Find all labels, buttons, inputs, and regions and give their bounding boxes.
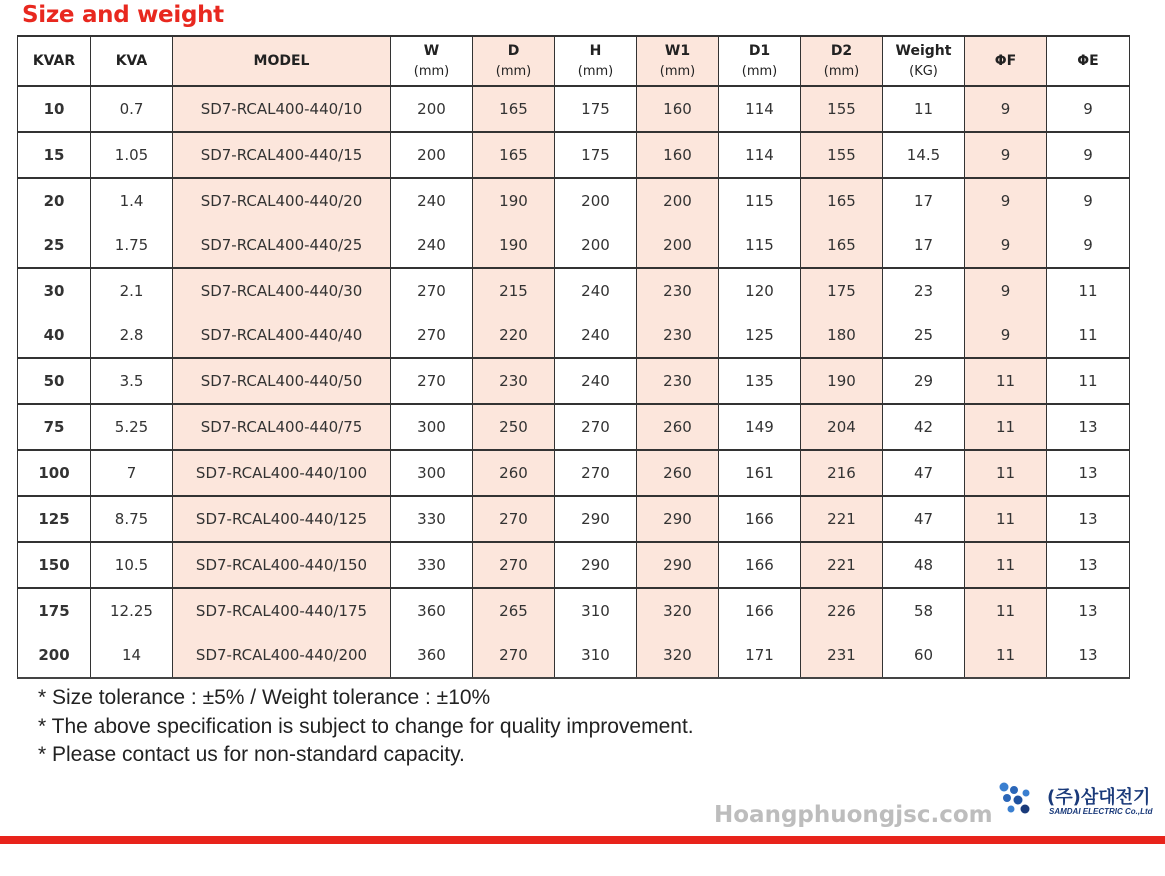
cell-kvar: 150 — [18, 542, 91, 588]
cell-weight: 47 — [883, 450, 965, 496]
cell-model: SD7-RCAL400-440/40 — [173, 313, 391, 358]
cell-w1: 260 — [637, 450, 719, 496]
cell-weight: 17 — [883, 178, 965, 223]
cell-d2: 221 — [801, 496, 883, 542]
cell-kvar: 50 — [18, 358, 91, 404]
table-row — [18, 450, 1130, 496]
cell-h: 240 — [555, 358, 637, 404]
company-logo — [998, 781, 1162, 821]
cell-model: SD7-RCAL400-440/25 — [173, 223, 391, 268]
cell-phi-e: 13 — [1047, 542, 1130, 588]
table-row — [18, 358, 1130, 404]
cell-d2: 165 — [801, 223, 883, 268]
logo-english-name: SAMDAI ELECTRIC Co.,Ltd — [1049, 807, 1153, 816]
header-kva: KVA — [91, 36, 173, 86]
cell-w: 200 — [391, 132, 473, 178]
cell-d2: 165 — [801, 178, 883, 223]
cell-d2: 204 — [801, 404, 883, 450]
cell-w1: 230 — [637, 268, 719, 313]
cell-d1: 120 — [719, 268, 801, 313]
cell-w1: 160 — [637, 132, 719, 178]
cell-kva: 8.75 — [91, 496, 173, 542]
cell-kva: 10.5 — [91, 542, 173, 588]
cell-phi-f: 9 — [965, 86, 1047, 132]
table-row — [18, 588, 1130, 633]
cell-d2: 190 — [801, 358, 883, 404]
cell-d2: 226 — [801, 588, 883, 633]
cell-d1: 161 — [719, 450, 801, 496]
cell-phi-f: 11 — [965, 358, 1047, 404]
cell-phi-f: 9 — [965, 313, 1047, 358]
cell-d1: 114 — [719, 132, 801, 178]
cell-phi-e: 13 — [1047, 450, 1130, 496]
cell-phi-e: 9 — [1047, 178, 1130, 223]
cell-w: 300 — [391, 404, 473, 450]
cell-w1: 320 — [637, 633, 719, 678]
cell-w1: 290 — [637, 496, 719, 542]
cell-kvar: 20 — [18, 178, 91, 223]
cell-w: 270 — [391, 268, 473, 313]
note-spec-change: * The above specification is subject to change for quality improvement. — [38, 714, 694, 738]
cell-w: 240 — [391, 178, 473, 223]
cell-phi-e: 9 — [1047, 223, 1130, 268]
cell-kvar: 10 — [18, 86, 91, 132]
cell-weight: 14.5 — [883, 132, 965, 178]
cell-h: 290 — [555, 542, 637, 588]
cell-h: 200 — [555, 178, 637, 223]
cell-d2: 231 — [801, 633, 883, 678]
cell-d: 260 — [473, 450, 555, 496]
cell-w1: 320 — [637, 588, 719, 633]
cell-d1: 166 — [719, 496, 801, 542]
cell-h: 175 — [555, 86, 637, 132]
cell-phi-e: 9 — [1047, 86, 1130, 132]
cell-w1: 230 — [637, 358, 719, 404]
cell-w1: 160 — [637, 86, 719, 132]
cell-phi-e: 13 — [1047, 404, 1130, 450]
cell-weight: 58 — [883, 588, 965, 633]
cell-d1: 135 — [719, 358, 801, 404]
cell-phi-f: 9 — [965, 132, 1047, 178]
cell-phi-f: 9 — [965, 223, 1047, 268]
cell-weight: 47 — [883, 496, 965, 542]
cell-kvar: 175 — [18, 588, 91, 633]
header-d1: D1 (mm) — [719, 36, 801, 86]
cell-d: 265 — [473, 588, 555, 633]
cell-d1: 115 — [719, 223, 801, 268]
table-row — [18, 132, 1130, 178]
cell-h: 240 — [555, 268, 637, 313]
cell-kvar: 100 — [18, 450, 91, 496]
cell-phi-f: 11 — [965, 588, 1047, 633]
cell-weight: 42 — [883, 404, 965, 450]
samdai-logo-icon — [998, 781, 1034, 817]
header-w1: W1 (mm) — [637, 36, 719, 86]
cell-d2: 175 — [801, 268, 883, 313]
cell-d1: 114 — [719, 86, 801, 132]
cell-model: SD7-RCAL400-440/175 — [173, 588, 391, 633]
cell-kva: 5.25 — [91, 404, 173, 450]
cell-phi-f: 11 — [965, 450, 1047, 496]
cell-phi-e: 13 — [1047, 588, 1130, 633]
cell-d1: 166 — [719, 542, 801, 588]
table-row — [18, 496, 1130, 542]
page-title: Size and weight — [22, 2, 224, 28]
logo-korean-name: (주)삼대전기 — [1047, 787, 1151, 808]
cell-d: 165 — [473, 86, 555, 132]
cell-d2: 216 — [801, 450, 883, 496]
cell-h: 240 — [555, 313, 637, 358]
cell-w1: 200 — [637, 178, 719, 223]
cell-phi-e: 13 — [1047, 633, 1130, 678]
cell-weight: 17 — [883, 223, 965, 268]
cell-weight: 11 — [883, 86, 965, 132]
cell-h: 310 — [555, 588, 637, 633]
cell-weight: 23 — [883, 268, 965, 313]
table-row — [18, 633, 1130, 678]
cell-model: SD7-RCAL400-440/100 — [173, 450, 391, 496]
cell-model: SD7-RCAL400-440/125 — [173, 496, 391, 542]
cell-d: 215 — [473, 268, 555, 313]
cell-weight: 48 — [883, 542, 965, 588]
cell-w: 270 — [391, 358, 473, 404]
cell-w: 200 — [391, 86, 473, 132]
cell-w: 300 — [391, 450, 473, 496]
cell-kvar: 25 — [18, 223, 91, 268]
table-header-row — [18, 36, 1130, 86]
cell-d: 250 — [473, 404, 555, 450]
table-row — [18, 223, 1130, 268]
table-row — [18, 313, 1130, 358]
cell-weight: 29 — [883, 358, 965, 404]
bottom-red-bar — [0, 836, 1165, 844]
cell-h: 175 — [555, 132, 637, 178]
cell-phi-f: 11 — [965, 542, 1047, 588]
cell-kva: 1.4 — [91, 178, 173, 223]
cell-kvar: 40 — [18, 313, 91, 358]
cell-d1: 171 — [719, 633, 801, 678]
cell-w: 360 — [391, 588, 473, 633]
size-weight-table — [17, 35, 1130, 679]
header-kvar: KVAR — [18, 36, 91, 86]
cell-h: 290 — [555, 496, 637, 542]
cell-w1: 290 — [637, 542, 719, 588]
cell-w: 330 — [391, 496, 473, 542]
notes — [38, 684, 694, 770]
cell-kvar: 15 — [18, 132, 91, 178]
note-contact: * Please contact us for non-standard capacity. — [38, 743, 465, 766]
cell-model: SD7-RCAL400-440/20 — [173, 178, 391, 223]
cell-d2: 180 — [801, 313, 883, 358]
cell-h: 310 — [555, 633, 637, 678]
cell-d: 270 — [473, 542, 555, 588]
cell-kva: 0.7 — [91, 86, 173, 132]
cell-d: 270 — [473, 496, 555, 542]
cell-model: SD7-RCAL400-440/30 — [173, 268, 391, 313]
cell-kvar: 75 — [18, 404, 91, 450]
cell-model: SD7-RCAL400-440/10 — [173, 86, 391, 132]
header-weight: Weight (KG) — [883, 36, 965, 86]
table-row — [18, 404, 1130, 450]
header-w: W (mm) — [391, 36, 473, 86]
cell-h: 270 — [555, 404, 637, 450]
cell-phi-e: 11 — [1047, 268, 1130, 313]
cell-kva: 7 — [91, 450, 173, 496]
cell-model: SD7-RCAL400-440/150 — [173, 542, 391, 588]
cell-kva: 2.1 — [91, 268, 173, 313]
cell-h: 270 — [555, 450, 637, 496]
cell-model: SD7-RCAL400-440/50 — [173, 358, 391, 404]
cell-w: 270 — [391, 313, 473, 358]
cell-w: 240 — [391, 223, 473, 268]
header-h: H (mm) — [555, 36, 637, 86]
cell-phi-e: 9 — [1047, 132, 1130, 178]
cell-kva: 3.5 — [91, 358, 173, 404]
cell-d2: 221 — [801, 542, 883, 588]
cell-kva: 14 — [91, 633, 173, 678]
cell-phi-f: 11 — [965, 496, 1047, 542]
table-row — [18, 86, 1130, 132]
cell-kvar: 30 — [18, 268, 91, 313]
cell-d: 190 — [473, 223, 555, 268]
header-d: D (mm) — [473, 36, 555, 86]
cell-kvar: 200 — [18, 633, 91, 678]
table-row — [18, 268, 1130, 313]
cell-kva: 1.75 — [91, 223, 173, 268]
cell-h: 200 — [555, 223, 637, 268]
cell-model: SD7-RCAL400-440/15 — [173, 132, 391, 178]
cell-w: 360 — [391, 633, 473, 678]
cell-d2: 155 — [801, 132, 883, 178]
cell-phi-f: 11 — [965, 404, 1047, 450]
cell-w: 330 — [391, 542, 473, 588]
cell-phi-f: 11 — [965, 633, 1047, 678]
cell-phi-e: 11 — [1047, 313, 1130, 358]
header-phi-f: ΦF — [965, 36, 1047, 86]
cell-phi-e: 11 — [1047, 358, 1130, 404]
header-model: MODEL — [173, 36, 391, 86]
cell-w1: 260 — [637, 404, 719, 450]
cell-model: SD7-RCAL400-440/75 — [173, 404, 391, 450]
cell-model: SD7-RCAL400-440/200 — [173, 633, 391, 678]
table-row — [18, 178, 1130, 223]
header-d2: D2 (mm) — [801, 36, 883, 86]
cell-d: 230 — [473, 358, 555, 404]
cell-kva: 12.25 — [91, 588, 173, 633]
cell-w1: 230 — [637, 313, 719, 358]
cell-d: 220 — [473, 313, 555, 358]
cell-d2: 155 — [801, 86, 883, 132]
cell-weight: 25 — [883, 313, 965, 358]
watermark-text: Hoangphuongjsc.com — [714, 802, 993, 828]
cell-weight: 60 — [883, 633, 965, 678]
table-row — [18, 542, 1130, 588]
header-phi-e: ΦE — [1047, 36, 1130, 86]
cell-phi-f: 9 — [965, 178, 1047, 223]
cell-d: 165 — [473, 132, 555, 178]
cell-d1: 115 — [719, 178, 801, 223]
cell-w1: 200 — [637, 223, 719, 268]
cell-d: 190 — [473, 178, 555, 223]
cell-d1: 125 — [719, 313, 801, 358]
cell-phi-e: 13 — [1047, 496, 1130, 542]
cell-kva: 2.8 — [91, 313, 173, 358]
note-size-tolerance: * Size tolerance : ±5% / Weight tolerance : ±10% — [38, 686, 491, 709]
cell-kva: 1.05 — [91, 132, 173, 178]
cell-d1: 166 — [719, 588, 801, 633]
cell-d1: 149 — [719, 404, 801, 450]
cell-d: 270 — [473, 633, 555, 678]
cell-kvar: 125 — [18, 496, 91, 542]
cell-phi-f: 9 — [965, 268, 1047, 313]
